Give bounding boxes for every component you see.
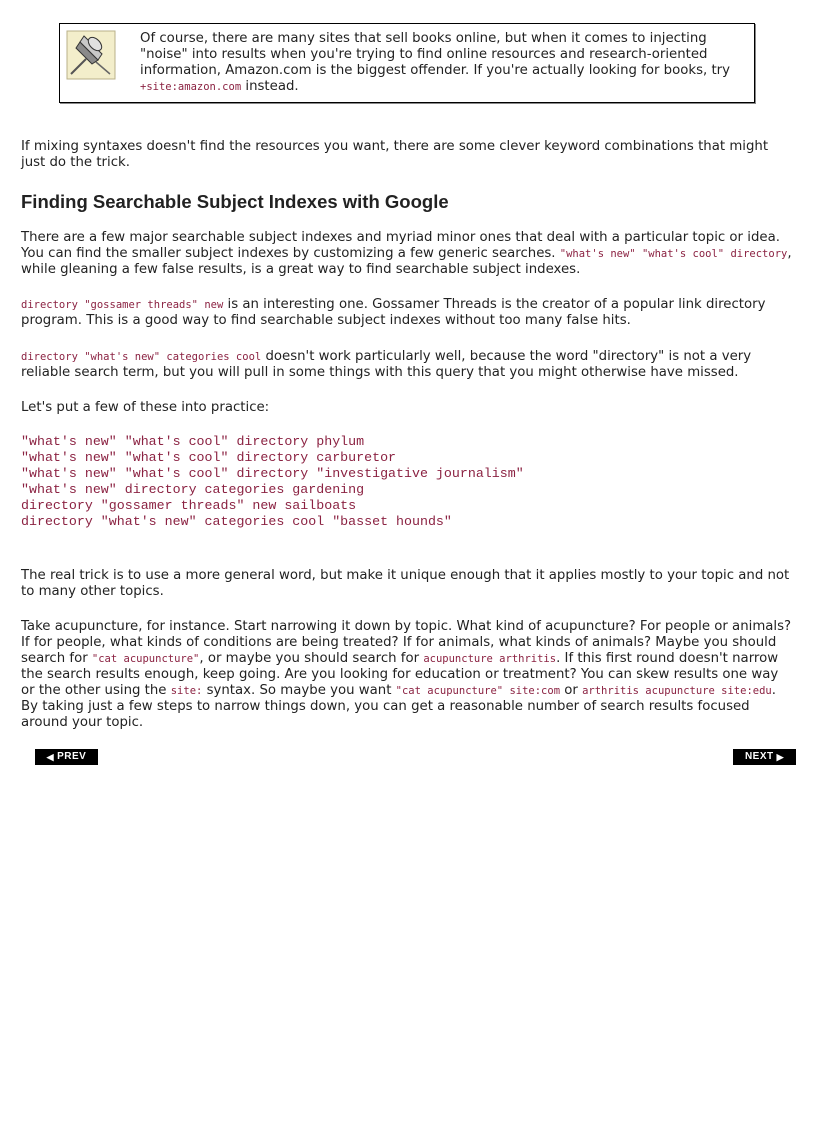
inline-code: arthritis acupuncture site:edu xyxy=(582,685,772,697)
arrow-left-icon: ◀ xyxy=(46,752,55,762)
code-line: "what's new" directory categories gardening xyxy=(21,482,365,497)
text-part: doesn't work particularly well, because the word "directory" is not a very reliable search term, but you will pull in some things with this query that you might otherwise have missed. xyxy=(21,349,752,380)
paragraph-trick: The real trick is to use a more general word, but make it unique enough that it applies mostly to your topic and not to many other topics. xyxy=(21,568,790,599)
text-part: , while gleaning a few false results, is a great way to find searchable subject indexes. xyxy=(21,246,792,277)
text-part: or xyxy=(560,683,583,698)
prev-button[interactable] xyxy=(35,749,98,765)
next-button[interactable] xyxy=(733,749,796,765)
next-label: NEXT xyxy=(744,751,774,762)
note-text-part: instead. xyxy=(241,79,299,94)
inline-code: directory "what's new" categories cool xyxy=(21,351,262,363)
text-part: There are a few major searchable subject indexes and myriad minor ones that deal with a particular topic or idea. You can find the smaller subject indexes by customizing a few generic searches. xyxy=(21,230,780,261)
note-text-part: Of course, there are many sites that sell books online, but when it comes to injecting "noise" into results when you're trying to find online resources and research-oriented information, Amazon.com is the biggest offender. If you're actually looking for books, try xyxy=(140,31,731,78)
text-part: . By taking just a few steps to narrow things down, you can get a reasonable number of search results focused around your topic. xyxy=(21,683,776,730)
code-examples xyxy=(21,434,524,530)
inline-code: directory "gossamer threads" new xyxy=(21,299,224,311)
paragraph-gossamer xyxy=(21,297,796,329)
inline-code: acupuncture arthritis xyxy=(423,653,557,665)
inline-code: "cat acupuncture" site:com xyxy=(395,685,561,697)
inline-code: "cat acupuncture" xyxy=(91,653,200,665)
note-code: +site:amazon.com xyxy=(140,81,242,93)
text-part: syntax. So maybe you want xyxy=(202,683,396,698)
code-line: directory "what's new" categories cool "basset hounds" xyxy=(21,514,452,529)
inline-code: "what's new" "what's cool" directory xyxy=(559,248,788,260)
section-heading: Finding Searchable Subject Indexes with Google xyxy=(21,191,449,212)
code-line: "what's new" "what's cool" directory carburetor xyxy=(21,450,397,465)
pushpin-note-icon xyxy=(66,30,116,80)
arrow-right-icon: ▶ xyxy=(776,752,785,762)
note-text xyxy=(140,31,750,95)
text-part: . If this first round doesn't narrow the search results enough, keep going. Are you looking for education or treatment? You can skew results one way or the other using the xyxy=(21,651,779,698)
paragraph-acupuncture xyxy=(21,619,796,731)
paragraph-indexes xyxy=(21,230,796,278)
paragraph-categories xyxy=(21,349,796,381)
paragraph-practice: Let's put a few of these into practice: xyxy=(21,400,270,415)
inline-code: site: xyxy=(170,685,203,697)
paragraph-intro: If mixing syntaxes doesn't find the resources you want, there are some clever keyword combinations that might just do the trick. xyxy=(21,139,769,170)
prev-label: PREV xyxy=(57,751,87,762)
note-box xyxy=(59,23,755,103)
text-part: Take acupuncture, for instance. Start narrowing it down by topic. What kind of acupuncture? For people or animals? If for people, what kinds of conditions are being treated? If for animals, what kinds of animals? Maybe you should search for xyxy=(21,619,792,666)
text-part: , or maybe you should search for xyxy=(199,651,424,666)
code-line: "what's new" "what's cool" directory phylum xyxy=(21,434,365,449)
code-line: directory "gossamer threads" new sailboats xyxy=(21,498,357,513)
code-line: "what's new" "what's cool" directory "investigative journalism" xyxy=(21,466,524,481)
text-part: is an interesting one. Gossamer Threads is the creator of a popular link directory program. This is a good way to find searchable subject indexes without too many false hits. xyxy=(21,297,766,328)
